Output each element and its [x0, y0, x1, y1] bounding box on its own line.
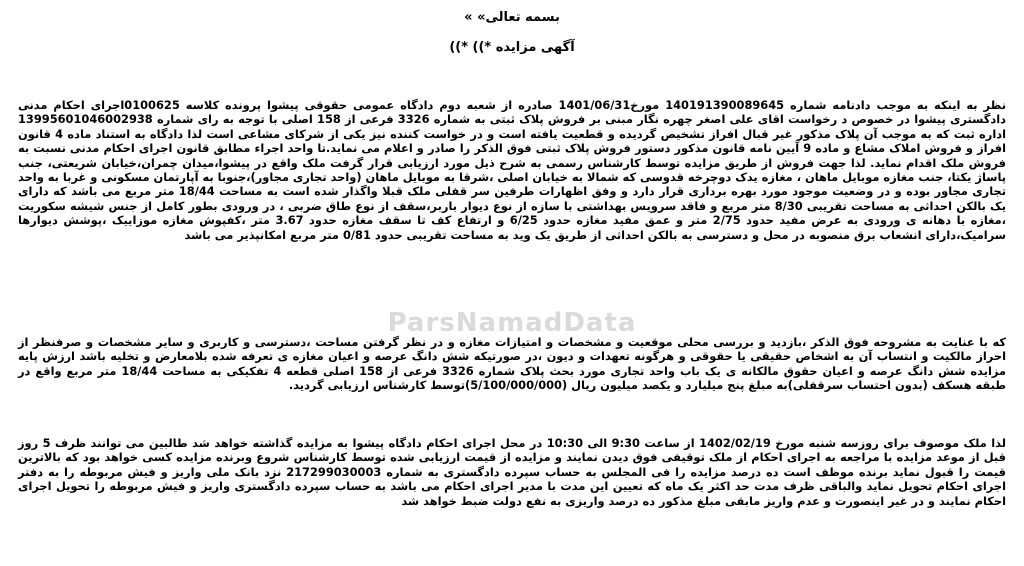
watermark-logo: ParsNamadData [387, 308, 637, 338]
bismillah-heading: بسمه تعالی» » [464, 10, 560, 25]
ad-title: آگهی مزایده *)) *)) [449, 40, 575, 55]
paragraph-auction-terms: لذا ملک موصوف برای روزسه شنبه مورخ 1402/02/19 از ساعت 9:30 الی 10:30 در محل اجرای احکام دادگاه پیشوا به مزایده گذاشته خواهد شد طالبین می توانند ظرف 5 روز قبل از موعد مزایده با مراجعه به اجرای احکام از ملک توقیفی فوق دیدن نمایند و مزایده از قیمت ارزیابی شده توسط کارشناس شروع وبرنده مزایده کسی خواهد بود که بالاترین قیمت را قبول نماید برنده موظف است ده درصد مزایده را فی المجلس به حساب سپرده دادگستری به شماره 217299030003 نزد بانک ملی واریز و فیش مربوطه را به دفتر اجرای احکام تحویل نماید والباقی ظرف مدت حد اکثر یک ماه که تعیین این مدت با مدیر اجرای احکام می باشد به حساب سپرده دادگستری واریز و فیش مربوطه را تحویل اجرای احکام نمایند و در غیر اینصورت و عدم واریز مابقی مبلغ مذکور ده درصد واریزی به نفع دولت ضبط خواهد شد [18, 436, 1007, 508]
paragraph-valuation: که با عنایت به مشروحه فوق الذکر ،بازدید و بررسی محلی موقعیت و مشخصات و امتیازات مغازه و در نظر گرفتن مساحت ،دسترسی و کاربری و سایر مشخصات و صرفنظر از احراز مالکیت و انتساب آن به اشخاص حقیقی یا حقوقی و هرگونه تعهدات و دیون ،در صورتیکه شش دانگ عرصه و اعیان مغازه ی تعرفه شده بلامعارض و تخلیه باشد ارزش پایه مزایده شش دانگ عرصه و اعیان حقوق مالکانه ی یک باب واحد تجاری مورد بحث پلاک شماره 3326 فرعی از 158 اصلی قطعه 4 تفکیکی به مساحت 18/44 متر مربع واقع در طبقه هسکف (بدون احتساب سرقفلی)به مبلغ پنج میلیارد و یکصد میلیون ریال (5/100/000/000)توسط کارشناس ارزیابی گردید. [18, 335, 1006, 393]
paragraph-case-description: نظر به اینکه به موجب دادنامه شماره 140191390089645 مورخ1401/06/31 صادره از شعبه دوم دادگاه عمومی حقوقی پیشوا پرونده کلاسه 0100625اجرای احکام مدنی دادگستری پیشوا در خصوص د رخواست اقای علی اصغر چهره نگار مبنی بر فروش پلاک ثبتی به شماره 3326 فرعی از 158 اصلی با توجه به رای شماره 13995601046002938 اداره ثبت که به موجب آن پلاک مذکور غیر قبال افراز تشخیص گردیده و قطعیت یافته است و در خواست کننده نیز یکی از شرکای مشاعی است لذا دادگاه به استناد ماده 4 قانون افراز و فروش املاک مشاع و ماده 9 آیین نامه قانون مذکور دستور فروش پلاک ثبتی فوق الذکر را صادر و اعلام می نماید.تا واحد اجراء مطابق قانون اجرای احکام مدنی نسبت به فروش ملک اقدام نماید. لذا جهت فروش از طریق مزایده توسط کارشناس رسمی به شرح ذیل مورد ارزیابی قرار گرفت ملک واقع در پیشوا،میدان چمران،خیابان شریعتی، جنب پاساژ یکتا، جنب مغازه موبایل ماهان ، مغازه یدک دوچرخه قدوسی که شمالا به خیابان اصلی ،شرقا به موبایل ماهان (واحد تجاری مجاور)،جنوبا به آپارتمان مسکونی و غربا به واحد تجاری مجاور بوده و در وضعیت موجود مورد بهره برداری قرار دارد و وفق اظهارات طرفین سر قفلی ملک قبلا واگذار شده است به مساحت 18/44 متر مربع می باشد که دارای یک بالکن احداثی به مساحت تقریبی 8/30 متر مربع و فاقد سرویس بهداشتی با سازه از نوع دیوار باربر،سقف از نوع طاق ضربی ، در ورودی بطور کامل از جنس شیشه سکوریت ،مغازه با دهانه ی ورودی به عرض مفید حدود 2/75 متر و عمق مفید مغازه حدود 6/25 و ارتفاع کف تا سقف مغازه حدود 3.67 متر ،کفپوش مغازه موزاییک ،پوشش دیوارها سرامیک،دارای انشعاب برق منصوبه در محل و دسترسی به بالکن احداثی از طریق یک وید به مساحت تقریبی حدود 0/81 متر مربع امکانپذیر می باشد [18, 98, 1007, 242]
